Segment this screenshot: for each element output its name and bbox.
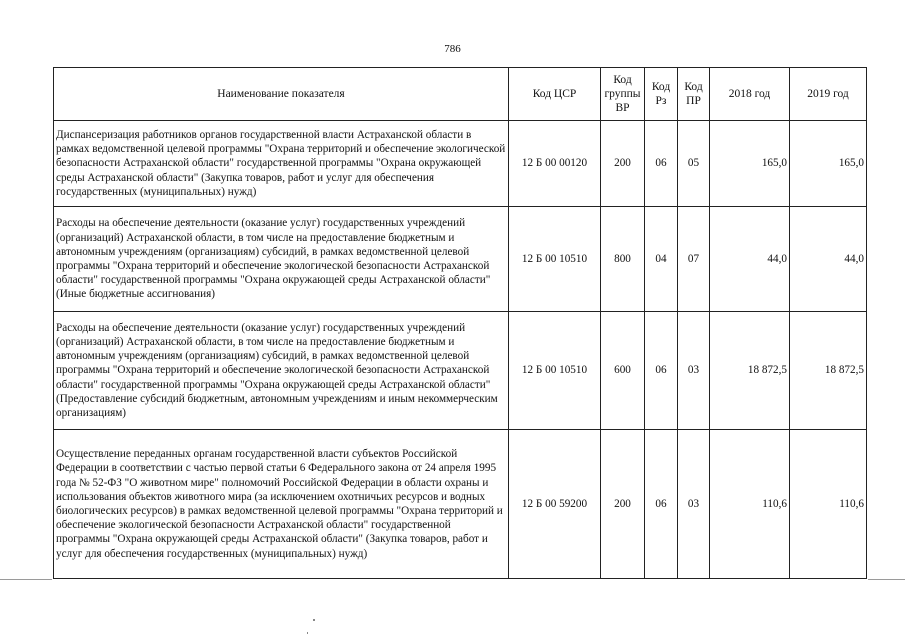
row-vr: 200 [601, 121, 645, 207]
budget-table [53, 67, 867, 579]
row-year-2018: 165,0 [710, 121, 790, 207]
header-rz: Код Рз [645, 68, 678, 121]
row-year-2019: 165,0 [790, 121, 867, 207]
row-rz: 06 [645, 430, 678, 579]
header-year-2019: 2019 год [790, 68, 867, 121]
row-year-2019: 44,0 [790, 207, 867, 312]
row-year-2018: 18 872,5 [710, 312, 790, 430]
table-row [54, 207, 867, 312]
row-name: Расходы на обеспечение деятельности (оказание услуг) государственных учреждений (организаций) Астраханской области, в том числе на предоставление бюджетным и автономным учреждениям (организациям) субсидий, в рамках ведомственной целевой программы "Охрана территорий и обеспечение экологической безопасности Астраханской области" государственной программы "Охрана окружающей среды Астраханской области" (Предоставление субсидий бюджетным, автономным учреждениям и иным некоммерческим организациям) [54, 312, 509, 430]
row-pr: 03 [678, 430, 710, 579]
row-year-2019: 18 872,5 [790, 312, 867, 430]
row-year-2019: 110,6 [790, 430, 867, 579]
row-pr: 03 [678, 312, 710, 430]
header-pr: Код ПР [678, 68, 710, 121]
header-vr: Код группы ВР [601, 68, 645, 121]
row-vr: 200 [601, 430, 645, 579]
row-rz: 04 [645, 207, 678, 312]
row-pr: 07 [678, 207, 710, 312]
table-row [54, 121, 867, 207]
row-pr: 05 [678, 121, 710, 207]
scan-artifact-line-left [0, 579, 52, 580]
table-row [54, 430, 867, 579]
scan-speck [313, 619, 315, 621]
scan-artifact-line-right [868, 579, 905, 580]
row-vr: 800 [601, 207, 645, 312]
header-name: Наименование показателя [54, 68, 509, 121]
row-vr: 600 [601, 312, 645, 430]
row-name: Расходы на обеспечение деятельности (оказание услуг) государственных учреждений (организаций) Астраханской области, в том числе на предоставление бюджетным и автономным учреждениям (организациям) субсидий, в рамках ведомственной целевой программы "Охрана территорий и обеспечение экологической безопасности Астраханской области" государственной программы "Охрана окружающей среды Астраханской области" (Иные бюджетные ассигнования) [54, 207, 509, 312]
page-number: 786 [444, 43, 461, 55]
row-year-2018: 110,6 [710, 430, 790, 579]
row-csr: 12 Б 00 10510 [509, 312, 601, 430]
row-year-2018: 44,0 [710, 207, 790, 312]
header-csr: Код ЦСР [509, 68, 601, 121]
row-rz: 06 [645, 121, 678, 207]
row-name: Диспансеризация работников органов государственной власти Астраханской области в рамках ведомственной целевой программы "Охрана территорий и обеспечение экологической безопасности Астраханской области" государственной программы "Охрана окружающей среды Астраханской области" (Закупка товаров, работ и услуг для обеспечения государственных (муниципальных) нужд) [54, 121, 509, 207]
table-row [54, 312, 867, 430]
row-name: Осуществление переданных органам государственной власти субъектов Российской Федерации в соответствии с частью первой статьи 6 Федерального закона от 24 апреля 1995 года № 52-ФЗ "О животном мире" полномочий Российской Федерации в области охраны и использования объектов животного мира (за исключением охотничьих ресурсов и водных биологических ресурсов) в рамках ведомственной целевой программы "Охрана территорий и обеспечение экологической безопасности Астраханской области" государственной программы "Охрана окружающей среды Астраханской области" (Закупка товаров, работ и услуг для обеспечения государственных (муниципальных) нужд) [54, 430, 509, 579]
scan-speck [307, 632, 308, 634]
header-year-2018: 2018 год [710, 68, 790, 121]
table-header-row [54, 68, 867, 121]
row-rz: 06 [645, 312, 678, 430]
row-csr: 12 Б 00 00120 [509, 121, 601, 207]
row-csr: 12 Б 00 10510 [509, 207, 601, 312]
row-csr: 12 Б 00 59200 [509, 430, 601, 579]
